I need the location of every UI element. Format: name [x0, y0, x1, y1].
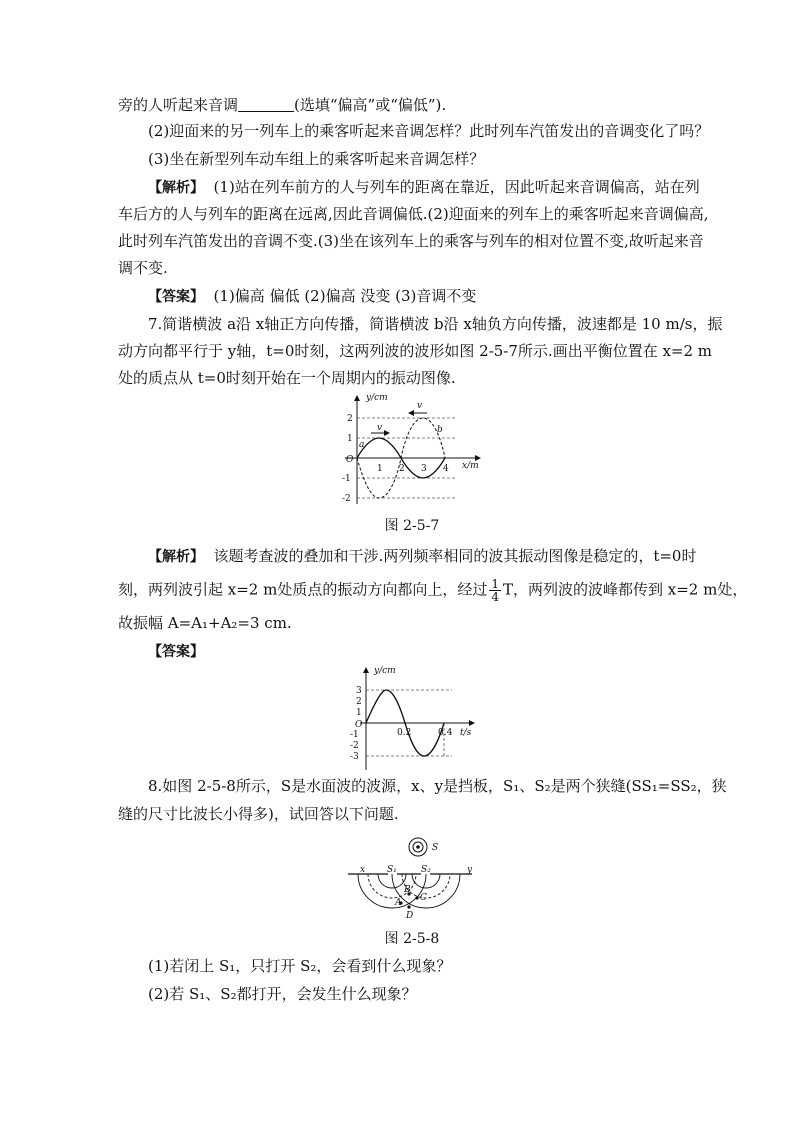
figure-caption-2-5-8: 图 2-5-8 [384, 931, 440, 947]
wave-b-label: b [437, 425, 443, 435]
answer-label: 【答案】 [148, 644, 204, 660]
label-s2: S₂ [421, 865, 431, 875]
analysis-2-line-1 [148, 545, 697, 568]
text-run: 刻，两列波引起 x=2 m处质点的振动方向都向上，经过 [118, 580, 488, 599]
t-tick-label: 0.4 [438, 728, 453, 738]
analysis-2-line-2 [118, 577, 748, 604]
y-tick-label: -3 [350, 752, 359, 762]
answer-1 [148, 285, 678, 308]
analysis-2-line-3: 故振幅 A=A₁+A₂=3 cm. [118, 614, 292, 632]
label-b: B [404, 885, 411, 895]
label-a: A [395, 898, 402, 908]
answer-label: 【答案】 [148, 289, 204, 305]
text-run: 旁的人听起来音调 [118, 96, 239, 114]
point-c [415, 896, 418, 899]
y-tick-label: -2 [350, 741, 359, 751]
analysis-label: 【解析】 [148, 549, 204, 565]
y-tick-label: 2 [347, 414, 353, 424]
y-tick-label: -1 [342, 474, 351, 484]
answer-2 [148, 640, 678, 663]
fill-blank [238, 97, 294, 112]
figure-caption-2-5-7: 图 2-5-7 [384, 518, 440, 534]
question-3: (3)坐在新型列车动车组上的乘客听起来音调怎样？ [148, 150, 485, 168]
x-tick-label: 3 [421, 464, 427, 474]
y-axis-label: y/cm [366, 393, 388, 403]
label-y: y [467, 865, 473, 875]
y-axis-label: y/cm [374, 666, 396, 676]
label-s1: S₁ [387, 865, 397, 875]
y-tick-label: 2 [356, 697, 362, 707]
text-run: 该题考查波的叠加和干涉.两列频率相同的波其振动图像是稳定的，t=0时 [213, 547, 697, 565]
t-tick-label: 0.2 [397, 728, 412, 738]
label-d: D [406, 911, 414, 921]
text-run: (1)偏高 偏低 (2)偏高 没变 (3)音调不变 [213, 287, 477, 305]
fraction-numerator: 1 [491, 577, 499, 591]
question-8-part-1: (1)若闭上 S₁，只打开 S₂，会看到什么现象？ [148, 957, 452, 975]
velocity-label-a: v [377, 423, 383, 433]
wave-a-label: a [359, 440, 365, 450]
fraction-one-quarter [489, 578, 501, 603]
velocity-label-b: v [417, 401, 423, 411]
label-s: S [432, 843, 439, 853]
fraction-denominator: 4 [491, 590, 499, 604]
t-axis-label: t/s [460, 728, 472, 738]
analysis-label: 【解析】 [148, 180, 204, 196]
y-tick-label: 3 [356, 686, 362, 696]
x-tick-label: 2 [399, 464, 405, 474]
point-d [407, 905, 410, 908]
question-8-line-2: 缝的尺寸比波长小得多)，试回答以下问题. [118, 805, 399, 823]
label-c: C [420, 893, 427, 903]
source-point [416, 845, 420, 849]
double-slit-figure-2-5-8 [340, 832, 480, 928]
y-tick-label: -2 [342, 494, 351, 504]
y-tick-label: 1 [356, 708, 362, 718]
analysis-1-line-1 [148, 176, 700, 199]
question-7-line-2: 动方向都平行于 y轴，t=0时刻，这两列波的波形如图 2-5-7所示.画出平衡位置在 x=2 m [118, 342, 713, 360]
question-8-line-1: 8.如图 2-5-8所示，S是水面波的波源，x、y是挡板，S₁、S₂是两个狭缝(SS₁=SS₂，狭 [148, 777, 727, 795]
question-7-line-1: 7.简谐横波 a沿 x轴正方向传播，简谐横波 b沿 x轴负方向传播，波速都是 10 m/s，振 [148, 315, 723, 333]
analysis-1-line-3: 此时列车汽笛发出的音调不变.(3)坐在该列车上的乘客与列车的相对位置不变,故听起来音 [118, 232, 704, 250]
wave-figure-2-5-7 [335, 392, 485, 508]
origin-label: O [346, 455, 354, 465]
x-axis-label: x/m [462, 461, 479, 471]
question-8-part-2: (2)若 S₁、S₂都打开，会发生什么现象？ [148, 985, 417, 1003]
y-tick-label: 1 [347, 434, 353, 444]
origin-label: O [355, 720, 363, 730]
text-run: (1)站在列车前方的人与列车的距离在靠近，因此听起来音调偏高，站在列 [213, 178, 700, 196]
label-x: x [360, 865, 366, 875]
x-tick-label: 1 [377, 464, 383, 474]
analysis-1-line-4: 调不变. [118, 259, 168, 277]
y-tick-label: -1 [350, 730, 359, 740]
question-2: (2)迎面来的另一列车上的乘客听起来音调怎样？此时列车汽笛发出的音调变化了吗？ [148, 122, 710, 140]
text-run: T，两列波的波峰都传到 x=2 m处， [502, 580, 748, 599]
text-run: (选填“偏高”或“偏低”). [294, 96, 447, 114]
question-7-line-3: 处的质点从 t=0时刻开始在一个周期内的振动图像. [118, 369, 456, 387]
answer-vibration-graph [340, 665, 480, 775]
x-tick-label: 4 [443, 464, 449, 474]
analysis-1-line-2: 车后方的人与列车的距离在远离,因此音调偏低.(2)迎面来的列车上的乘客听起来音调偏高, [118, 205, 709, 223]
question-1-continuation [118, 94, 678, 116]
